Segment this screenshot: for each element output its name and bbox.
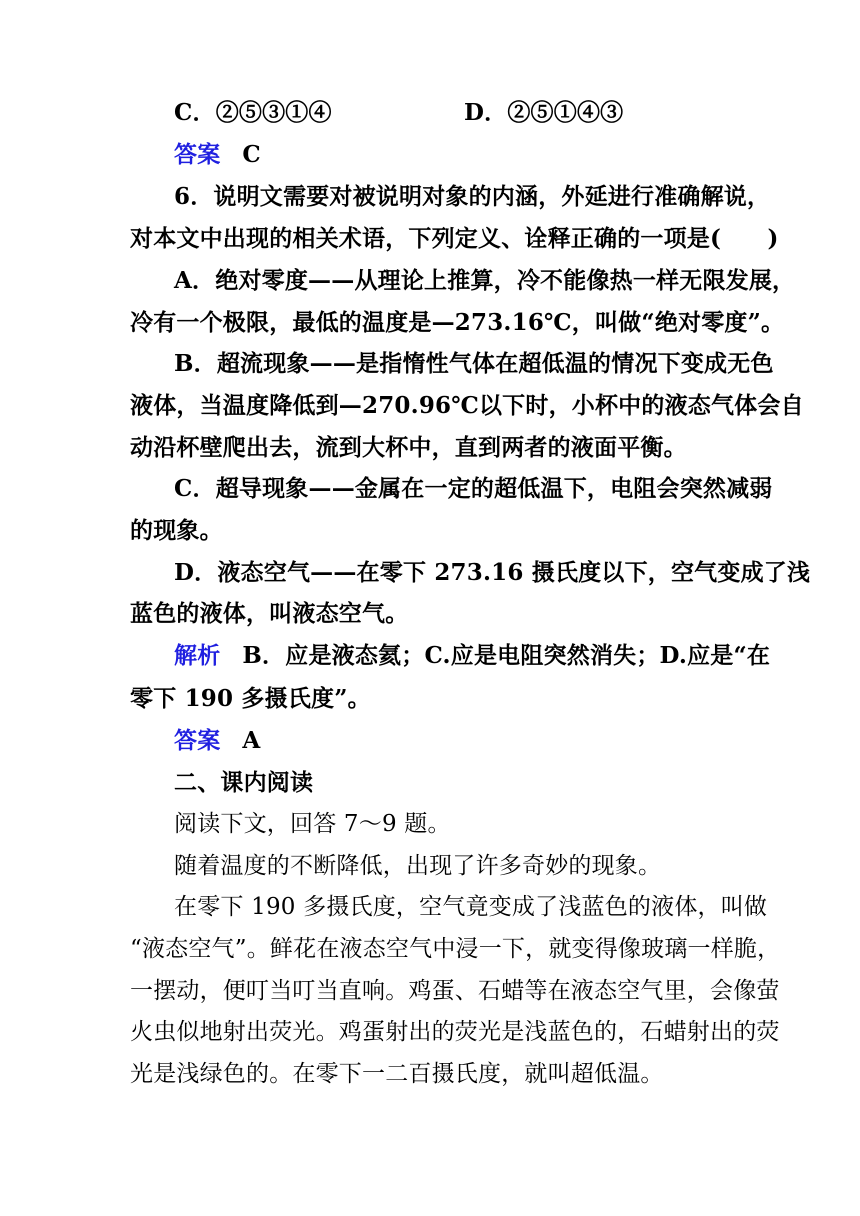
answer-line <box>130 720 732 763</box>
option-d-line-2: 蓝色的液体，叫液态空气。 <box>130 600 409 628</box>
option-c: C．②⑤③①④ <box>174 99 332 126</box>
question-6-stem-line-1: 6．说明文需要对被说明对象的内涵，外延进行准确解说， <box>174 183 771 211</box>
passage-paragraph-2-line-1: 在零下 190 多摄氏度，空气竟变成了浅蓝色的液体，叫做 <box>174 894 768 921</box>
passage-paragraph-2-line-5: 光是浅绿色的。在零下一二百摄氏度，就叫超低温。 <box>130 1061 664 1088</box>
analysis-text-1: B．应是液态氦；C.应是电阻突然消失；D.应是“在 <box>242 642 771 670</box>
passage-paragraph-2-line-2: “液态空气”。鲜花在液态空气中浸一下，就变得像玻璃一样脆， <box>130 936 781 963</box>
options-row <box>130 92 732 134</box>
option-b-line-2: 液体，当温度降低到—270.96℃以下时，小杯中的液态气体会自 <box>130 391 804 419</box>
passage-paragraph-2-line-3: 一摆动，便叮当叮当直响。鸡蛋、石蜡等在液态空气里，会像萤 <box>130 977 780 1004</box>
answer-line <box>130 134 732 177</box>
answer-label: 答案 <box>174 726 221 754</box>
passage-paragraph-1: 随着温度的不断降低，出现了许多奇妙的现象。 <box>174 852 662 879</box>
analysis-label: 解析 <box>174 642 221 670</box>
analysis-line-1 <box>130 635 771 678</box>
option-b-line-1: B．超流现象——是指惰性气体在超低温的情况下变成无色 <box>174 350 774 378</box>
section-heading: 二、课内阅读 <box>174 769 314 797</box>
option-d-line-1: D．液态空气——在零下 273.16 摄氏度以下，空气变成了浅 <box>174 558 811 586</box>
analysis-line-2: 零下 190 多摄氏度”。 <box>130 684 371 712</box>
option-a-line-2: 冷有一个极限，最低的温度是—273.16℃，叫做“绝对零度”。 <box>130 308 785 336</box>
answer-value: A <box>242 726 261 754</box>
passage-paragraph-2-line-4: 火虫似地射出荧光。鸡蛋射出的荧光是浅蓝色的，石蜡射出的荧 <box>130 1019 780 1046</box>
answer-label: 答案 <box>174 140 221 168</box>
option-d: D．②⑤①④③ <box>464 99 624 126</box>
reading-instruction: 阅读下文，回答 7～9 题。 <box>174 810 451 837</box>
option-c-line-1: C．超导现象——金属在一定的超低温下，电阻会突然减弱 <box>174 475 773 503</box>
option-a-line-1: A．绝对零度——从理论上推算，冷不能像热一样无限发展， <box>174 266 796 294</box>
question-6-stem-line-2: 对本文中出现的相关术语，下列定义、诠释正确的一项是( ) <box>130 225 779 253</box>
option-c-line-2: 的现象。 <box>130 517 223 545</box>
answer-value: C <box>242 140 261 168</box>
option-b-line-3: 动沿杯壁爬出去，流到大杯中，直到两者的液面平衡。 <box>130 433 687 461</box>
